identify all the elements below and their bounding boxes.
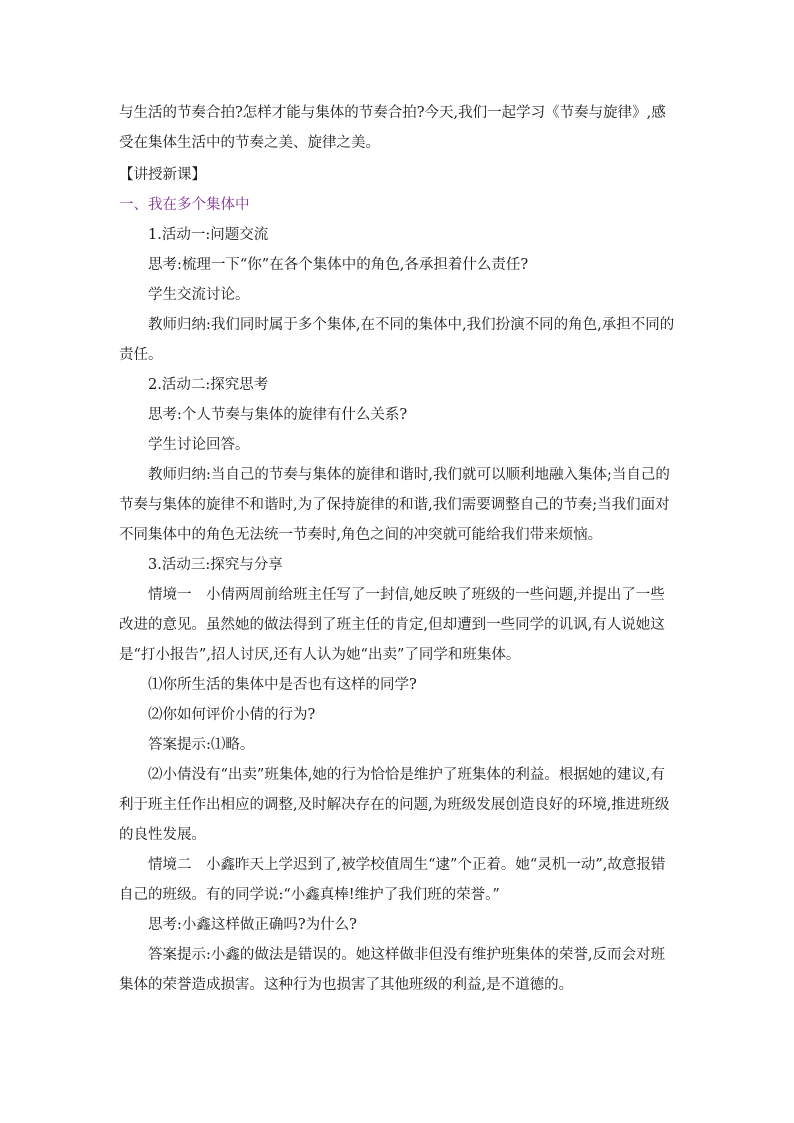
activity-heading: 3.活动三:探究与分享 <box>148 557 283 573</box>
answer-hint-paragraph: 答案提示:小鑫的做法是错误的。她这样做非但没有维护班集体的荣誉,反而会对班集体的荣誉造成损害。这种行为也损害了其他班级的利益,是不道德的。 <box>119 947 665 993</box>
document-body <box>119 98 676 1000</box>
question-paragraph: 思考:小鑫这样做正确吗?为什么? <box>148 917 357 933</box>
intro-paragraph: 与生活的节奏合拍?怎样才能与集体的节奏合拍?今天,我们一起学习《节奏与旋律》,感受在集体生活中的节奏之美、旋律之美。 <box>119 105 666 151</box>
section-heading: 一、我在多个集体中 <box>119 197 250 213</box>
answer-paragraph: ⑵小倩没有“出卖”班集体,她的行为恰恰是维护了班集体的利益。根据她的建议,有利于班主任作出相应的调整,及时解决存在的问题,为班级发展创造良好的环境,推进班级的良性发展。 <box>119 767 670 843</box>
lecture-heading: 【讲授新课】 <box>119 167 206 183</box>
question-paragraph: 思考:梳理一下“你”在各个集体中的角色,各承担着什么责任? <box>148 257 529 273</box>
teacher-summary-paragraph: 教师归纳:当自己的节奏与集体的旋律和谐时,我们就可以顺利地融入集体;当自己的节奏与集体的旋律不和谐时,为了保持旋律的和谐,我们需要调整自己的节奏;当我们面对不同集体中的角色无法统一节奏时,角色之间的冲突就可能给我们带来烦恼。 <box>119 467 670 543</box>
teacher-summary-paragraph: 教师归纳:我们同时属于多个集体,在不同的集体中,我们扮演不同的角色,承担不同的责任。 <box>119 317 675 363</box>
discussion-paragraph: 学生讨论回答。 <box>148 437 250 453</box>
question-paragraph: 思考:个人节奏与集体的旋律有什么关系? <box>148 407 408 423</box>
activity-heading: 2.活动二:探究思考 <box>148 377 269 393</box>
answer-hint-paragraph: 答案提示:⑴略。 <box>148 737 255 753</box>
scenario-paragraph: 情境一 小倩两周前给班主任写了一封信,她反映了班级的一些问题,并提出了一些改进的意见。虽然她的做法得到了班主任的肯定,但却遭到一些同学的讥讽,有人说她这是“打小报告”,招人讨厌,还有人认为她“出卖”了同学和班集体。 <box>119 587 665 663</box>
scenario-paragraph: 情境二 小鑫昨天上学迟到了,被学校值周生“逮”个正着。她“灵机一动”,故意报错自己的班级。有的同学说:“小鑫真棒!维护了我们班的荣誉。” <box>119 857 666 903</box>
scenario-question: ⑴你所生活的集体中是否也有这样的同学? <box>148 677 417 693</box>
discussion-paragraph: 学生交流讨论。 <box>148 287 250 303</box>
scenario-question: ⑵你如何评价小倩的行为? <box>148 707 316 723</box>
activity-heading: 1.活动一:问题交流 <box>148 227 269 243</box>
